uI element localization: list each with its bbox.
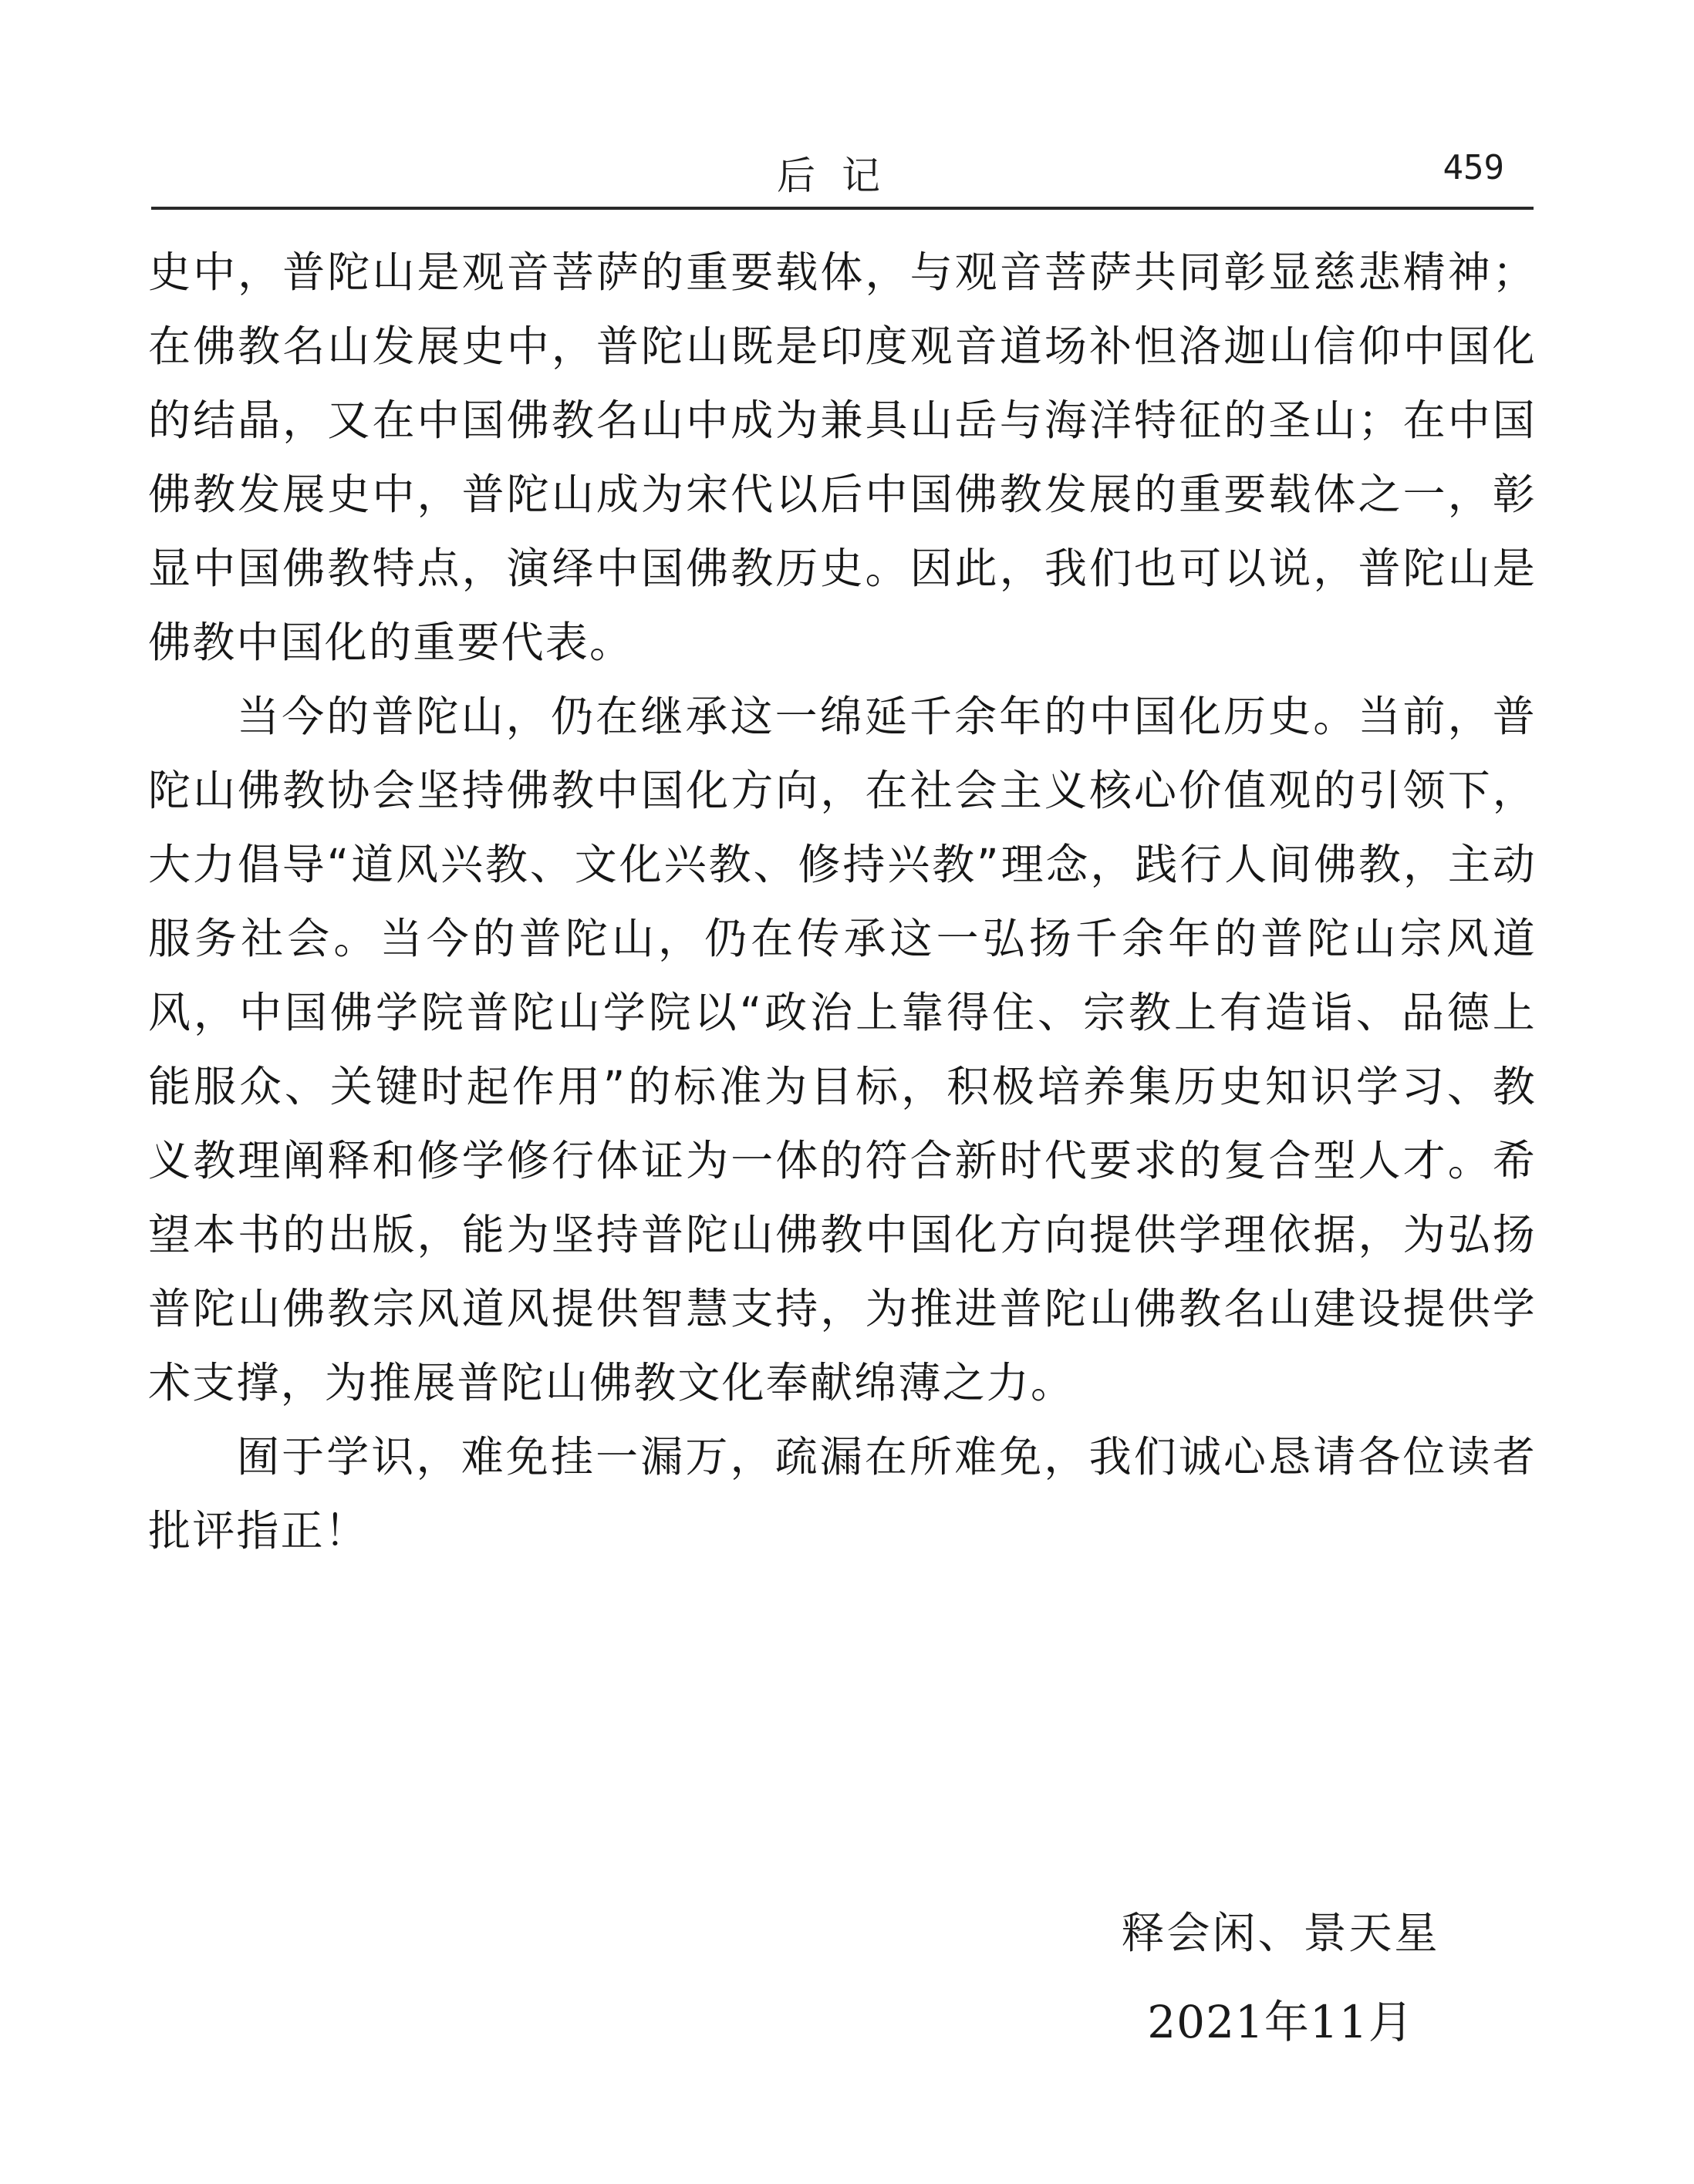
header-divider [151,207,1534,210]
page-number: 459 [1443,148,1504,187]
page-header [151,131,1532,208]
signature-authors: 释会闲、景天星 [1121,1909,1440,1959]
paragraph-3: 囿于学识，难免挂一漏万，疏漏在所难免，我们诚心恳请各位读者批评指正！ [148,1432,1537,1555]
signature-date: 2021年11月 [1147,1996,1414,2048]
paragraph-1: 史中，普陀山是观音菩萨的重要载体，与观音菩萨共同彰显慈悲精神；在佛教名山发展史中，普陀山既是印度观音道场补怛洛迦山信仰中国化的结晶，又在中国佛教名山中成为兼具山岳与海洋特征的圣山；在中国佛教发展史中，普陀山成为宋代以后中国佛教发展的重要载体之一，彰显中国佛教特点，演绎中国佛教历史。因此，我们也可以说，普陀山是佛教中国化的重要代表。 [148,248,1537,667]
body-text [148,235,1537,1568]
header-title: 后记 [777,153,906,198]
signature-block [1080,1903,1481,2053]
paragraph-2: 当今的普陀山，仍在继承这一绵延千余年的中国化历史。当前，普陀山佛教协会坚持佛教中国化方向，在社会主义核心价值观的引领下，大力倡导“道风兴教、文化兴教、修持兴教”理念，践行人间佛教，主动服务社会。当今的普陀山，仍在传承这一弘扬千余年的普陀山宗风道风，中国佛学院普陀山学院以“政治上靠得住、宗教上有造诣、品德上能服众、关键时起作用”的标准为目标，积极培养集历史知识学习、教义教理阐释和修学修行体证为一体的符合新时代要求的复合型人才。希望本书的出版，能为坚持普陀山佛教中国化方向提供学理依据，为弘扬普陀山佛教宗风道风提供智慧支持，为推进普陀山佛教名山建设提供学术支撑，为推展普陀山佛教文化奉献绵薄之力。 [148,692,1537,1407]
